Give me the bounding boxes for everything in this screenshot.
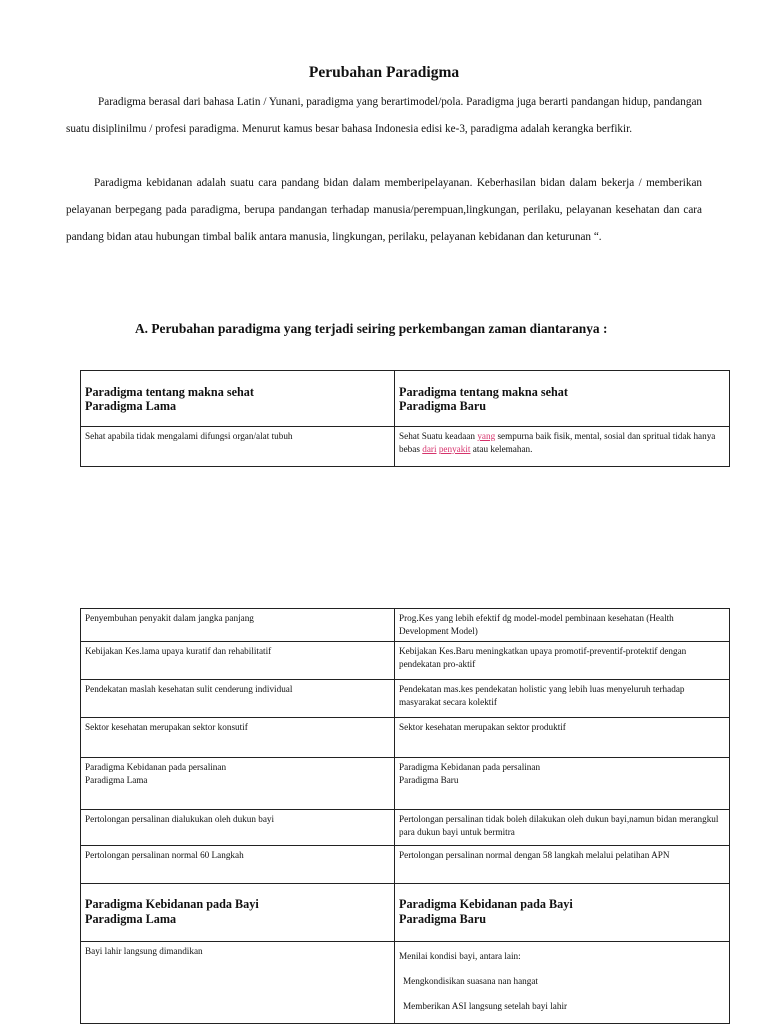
cell-old: Pendekatan maslah kesehatan sulit cenderung individual	[81, 680, 395, 718]
table-row	[81, 942, 730, 1024]
cell-new: Pertolongan persalinan tidak boleh dilakukan oleh dukun bayi,namun bidan merangkul para dukun bayi untuk bermitra	[395, 810, 730, 846]
table-paradigma-lanjutan	[80, 608, 730, 1024]
table-row	[81, 846, 730, 884]
subheader-persalinan-baru	[395, 758, 730, 810]
table-row	[81, 810, 730, 846]
subheader-bayi-lama	[81, 884, 395, 942]
table-row	[81, 427, 730, 467]
table-row	[81, 642, 730, 680]
cell-old: Sektor kesehatan merupakan sektor konsutif	[81, 718, 395, 758]
cell-intro: Menilai kondisi bayi, antara lain:	[399, 951, 521, 961]
section-heading: A. Perubahan paradigma yang terjadi seiring perkembangan zaman diantaranya :	[135, 321, 608, 336]
subheader-subtitle: Paradigma Baru	[399, 775, 459, 785]
cell-new: Pendekatan mas.kes pendekatan holistic yang lebih luas menyeluruh terhadap masyarakat secara kolektif	[395, 680, 730, 718]
table-header-row	[81, 371, 730, 427]
table-row	[81, 718, 730, 758]
table-subheader-row	[81, 884, 730, 942]
header-subtitle: Paradigma Baru	[399, 399, 487, 413]
cell-old: Kebijakan Kes.lama upaya kuratif dan rehabilitatif	[81, 642, 395, 680]
subheader-title: Paradigma Kebidanan pada persalinan	[85, 762, 227, 772]
subheader-title: Paradigma Kebidanan pada Bayi	[399, 897, 573, 911]
header-title: Paradigma tentang makna sehat	[85, 385, 254, 399]
cell-new	[395, 942, 730, 1024]
header-paradigma-baru	[395, 371, 730, 427]
subheader-bayi-baru	[395, 884, 730, 942]
table-makna-sehat	[80, 370, 730, 467]
header-title: Paradigma tentang makna sehat	[399, 385, 568, 399]
table-subheader-row	[81, 758, 730, 810]
subheader-persalinan-lama	[81, 758, 395, 810]
link-yang[interactable]: yang	[477, 431, 496, 441]
subheader-title: Paradigma Kebidanan pada Bayi	[85, 897, 259, 911]
paragraph-kebidanan: Paradigma kebidanan adalah suatu cara pandang bidan dalam memberipelayanan. Keberhasilan bidan dalam bekerja / memberikan pelayanan berpegang pada paradigma, berupa pandangan terhadap manusia/perempuan,lingkungan, perilaku, pelayanan kesehatan dan cara pandang bidan atau hubungan timbal balik antara manusia, lingkungan, perilaku, pelayanan kebidanan dan keturunan “.	[66, 177, 702, 243]
document-title: Perubahan Paradigma	[308, 64, 460, 81]
paragraph-definition: Paradigma berasal dari bahasa Latin / Yunani, paradigma yang berartimodel/pola. Paradigma juga berarti pandangan hidup, pandangan suatu disiplinilmu / profesi paradigma. Menurut kamus besar bahasa Indonesia edisi ke-3, paradigma adalah kerangka berfikir.	[66, 96, 702, 135]
cell-text: Sehat Suatu keadaan	[399, 431, 478, 441]
link-penyakit[interactable]: penyakit	[438, 444, 471, 454]
cell-old: Pertolongan persalinan normal 60 Langkah	[81, 846, 395, 884]
subheader-subtitle: Paradigma Lama	[85, 912, 177, 926]
table-row	[81, 609, 730, 642]
list-item: Memberikan ASI langsung setelah bayi lahir	[403, 1001, 568, 1011]
subheader-subtitle: Paradigma Baru	[399, 912, 487, 926]
cell-old: Pertolongan persalinan dialukukan oleh dukun bayi	[81, 810, 395, 846]
cell-new	[395, 427, 730, 467]
cell-new: Sektor kesehatan merupakan sektor produktif	[395, 718, 730, 758]
table-row	[81, 680, 730, 718]
subheader-title: Paradigma Kebidanan pada persalinan	[399, 762, 541, 772]
link-dari[interactable]: dari	[422, 444, 437, 454]
header-paradigma-lama	[81, 371, 395, 427]
cell-text: sempurna baik fisik, mental, sosial dan spritual tidak hanya bebas	[399, 431, 716, 454]
cell-old: Bayi lahir langsung dimandikan	[81, 942, 395, 1024]
cell-old: Sehat apabila tidak mengalami difungsi organ/alat tubuh	[81, 427, 395, 467]
cell-new: Prog.Kes yang lebih efektif dg model-model pembinaan kesehatan (Health Development Model)	[395, 609, 730, 642]
list-item: Mengkondisikan suasana nan hangat	[403, 976, 538, 986]
cell-old: Penyembuhan penyakit dalam jangka panjang	[81, 609, 395, 642]
cell-text: atau kelemahan.	[470, 444, 533, 454]
header-subtitle: Paradigma Lama	[85, 399, 177, 413]
subheader-subtitle: Paradigma Lama	[85, 775, 148, 785]
cell-new: Kebijakan Kes.Baru meningkatkan upaya promotif-preventif-protektif dengan pendekatan pro-aktif	[395, 642, 730, 680]
cell-new: Pertolongan persalinan normal dengan 58 langkah melalui pelatihan APN	[395, 846, 730, 884]
